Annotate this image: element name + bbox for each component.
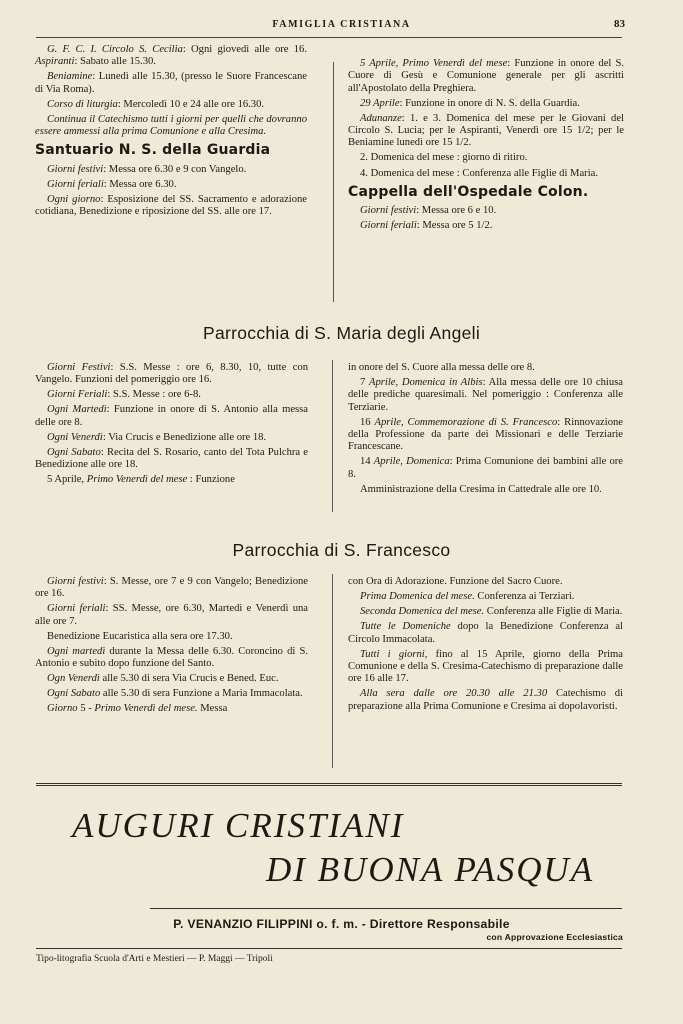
running-header [0, 19, 683, 37]
paragraph: G. F. C. I. Circolo S. Cecilia: Ogni giovedì alle ore 16. Aspiranti: Sabato alle 15.30. [35, 44, 307, 68]
top-right-column [348, 58, 624, 235]
paragraph: Giorno 5 - Primo Venerdì del mese. Messa [47, 703, 228, 715]
paragraph: Ogni martedì durante la Messa delle 6.30. Coroncino di S. Antonio e subito dopo funzione del Santo. [35, 645, 308, 670]
greeting-line-2: DI BUONA PASQUA [266, 850, 595, 889]
section2-right-column [348, 362, 623, 499]
section-title-san-francesco: Parrocchia di S. Francesco [232, 540, 451, 560]
paragraph: Giorni feriali: Messa ore 6.30. [47, 178, 177, 190]
paragraph: Corso di liturgia: Mercoledì 10 e 24 alle ore 16.30. [47, 98, 265, 110]
column-divider [333, 62, 334, 302]
paragraph: Adunanze: 1. e 3. Domenica del mese per le Giovani del Circolo S. Lucia; per le Aspiranti, Venerdì ore 15 1/2; per le Beniamine lunedì ore 15 1/2. [348, 112, 624, 149]
paragraph: con Ora di Adorazione. Funzione del Sacro Cuore. [348, 576, 563, 587]
column-divider [332, 574, 333, 768]
paragraph: Ogni Venerdì: Via Crucis e Benedizione alle ore 18. [47, 431, 267, 443]
header-rule [36, 37, 622, 38]
approval-line: con Approvazione Ecclesiastica [486, 932, 623, 942]
paragraph: 4. Domenica del mese : Conferenza alle Figlie di Maria. [360, 167, 598, 179]
greeting-line-1: AUGURI CRISTIANI [72, 806, 405, 845]
paragraph: Giorni festivi: S. Messe, ore 7 e 9 con Vangelo; Benedizione ore 16. [35, 576, 308, 600]
magazine-title: FAMIGLIA CRISTIANA [272, 19, 411, 30]
paragraph: Seconda Domenica del mese. Conferenza alle Figlie di Maria. [360, 606, 623, 618]
section-heading-cappella: Cappella dell'Ospedale Colon. [348, 183, 589, 200]
page-number: 83 [614, 18, 625, 30]
column-divider [332, 360, 333, 512]
director-line: P. VENANZIO FILIPPINI o. f. m. - Direttore Responsabile [173, 917, 510, 931]
paragraph: Ogni Martedì: Funzione in onore di S. Antonio alla messa delle ore 8. [35, 404, 308, 428]
printer-imprint: Tipo-litografia Scuola d'Arti e Mestieri — P. Maggi — Tripoli [36, 954, 273, 964]
paragraph: Prima Domenica del mese. Conferenza ai Terziari. [360, 591, 575, 603]
paragraph: Benedizione Eucaristica alla sera ore 17.30. [47, 630, 233, 642]
section-title-santa-maria: Parrocchia di S. Maria degli Angeli [202, 323, 481, 343]
paragraph: Giorni festivi: Messa ore 6 e 10. [360, 205, 497, 217]
paragraph: Alla sera dalle ore 20.30 alle 21.30 Catechismo di preparazione alla Prima Comunione e Cresima ai dopolavoristi. [348, 688, 623, 712]
paragraph: 5 Aprile, Primo Venerdì del mese: Funzione in onore del S. Cuore di Gesù e Comunione generale per gli ascritti all'Apostolato della Preghiera. [348, 58, 624, 94]
section2-left-column [35, 362, 308, 489]
paragraph: Amministrazione della Cresima in Cattedrale alle ore 10. [360, 483, 602, 495]
paragraph: 5 Aprile, Primo Venerdì del mese : Funzione [47, 474, 235, 486]
paragraph: Ogn Venerdì alle 5.30 di sera Via Crucis e Bened. Euc. [47, 673, 279, 685]
top-left-column [35, 44, 307, 221]
paragraph: 14 Aprile, Domenica: Prima Comunione dei bambini alle ore 8. [348, 456, 623, 480]
paragraph: 7 Aprile, Domenica in Albis: Alla messa delle ore 10 chiusa delle prediche quaresimali. Nel pomeriggio : Conferenza alle Terziarie. [348, 377, 623, 413]
paragraph: Giorni feriali: SS. Messe, ore 6.30, Martedì e Venerdì una alle ore 7. [35, 603, 309, 627]
greeting-bottom-rule [150, 908, 622, 909]
paragraph: Tutti i giorni, fino al 15 Aprile, giorno della Prima Comunione e della S. Cresima-Catechismo di preparazione dalle ore 16 alle 17. [348, 648, 623, 685]
paragraph: Giorni festivi: Messa ore 6.30 e 9 con Vangelo. [47, 163, 247, 175]
paragraph: 16 Aprile, Commemorazione di S. Francesco: Rinnovazione della Professione da parte dei Missionari e delle Terziarie Francescane. [348, 416, 623, 453]
section3-left-column [35, 576, 308, 719]
paragraph: Ogni giorno: Esposizione del SS. Sacramento e adorazione cotidiana, Benedizione e riposizione del SS. alle ore 17. [35, 193, 308, 218]
paragraph: Giorni Festivi: S.S. Messe : ore 6, 8.30, 10, tutte con Vangelo. Funzioni del pomeriggio ore 16. [35, 362, 308, 386]
paragraph: 29 Aprile: Funzione in onore di N. S. della Guardia. [360, 97, 580, 109]
paragraph: Giorni feriali: Messa ore 5 1/2. [360, 220, 493, 232]
paragraph: Giorni Feriali: S.S. Messe : ore 6-8. [47, 389, 201, 401]
paragraph: Beniamine: Lunedì alle 15.30, (presso le Suore Francescane di Via Roma). [35, 71, 307, 95]
section-heading-santuario: Santuario N. S. della Guardia [35, 142, 271, 159]
greeting-top-rule [36, 783, 622, 786]
footer-rule [36, 948, 622, 949]
paragraph: Ogni Sabato alle 5.30 di sera Funzione a Maria Immacolata. [47, 688, 303, 700]
paragraph: Tutte le Domeniche dopo la Benedizione Conferenza al Circolo Immacolata. [348, 621, 623, 645]
section3-right-column [348, 576, 623, 716]
paragraph: Ogni Sabato: Recita del S. Rosario, canto del Tota Pulchra e Benedizione alle ore 18. [35, 446, 309, 471]
paragraph: 2. Domenica del mese : giorno di ritiro. [360, 152, 528, 164]
paragraph: in onore del S. Cuore alla messa delle ore 8. [348, 362, 535, 373]
catechism-note: Continua il Catechismo tutti i giorni per quelli che dovranno essere ammessi alla prima Comunione e alla Cresima. [35, 113, 307, 138]
